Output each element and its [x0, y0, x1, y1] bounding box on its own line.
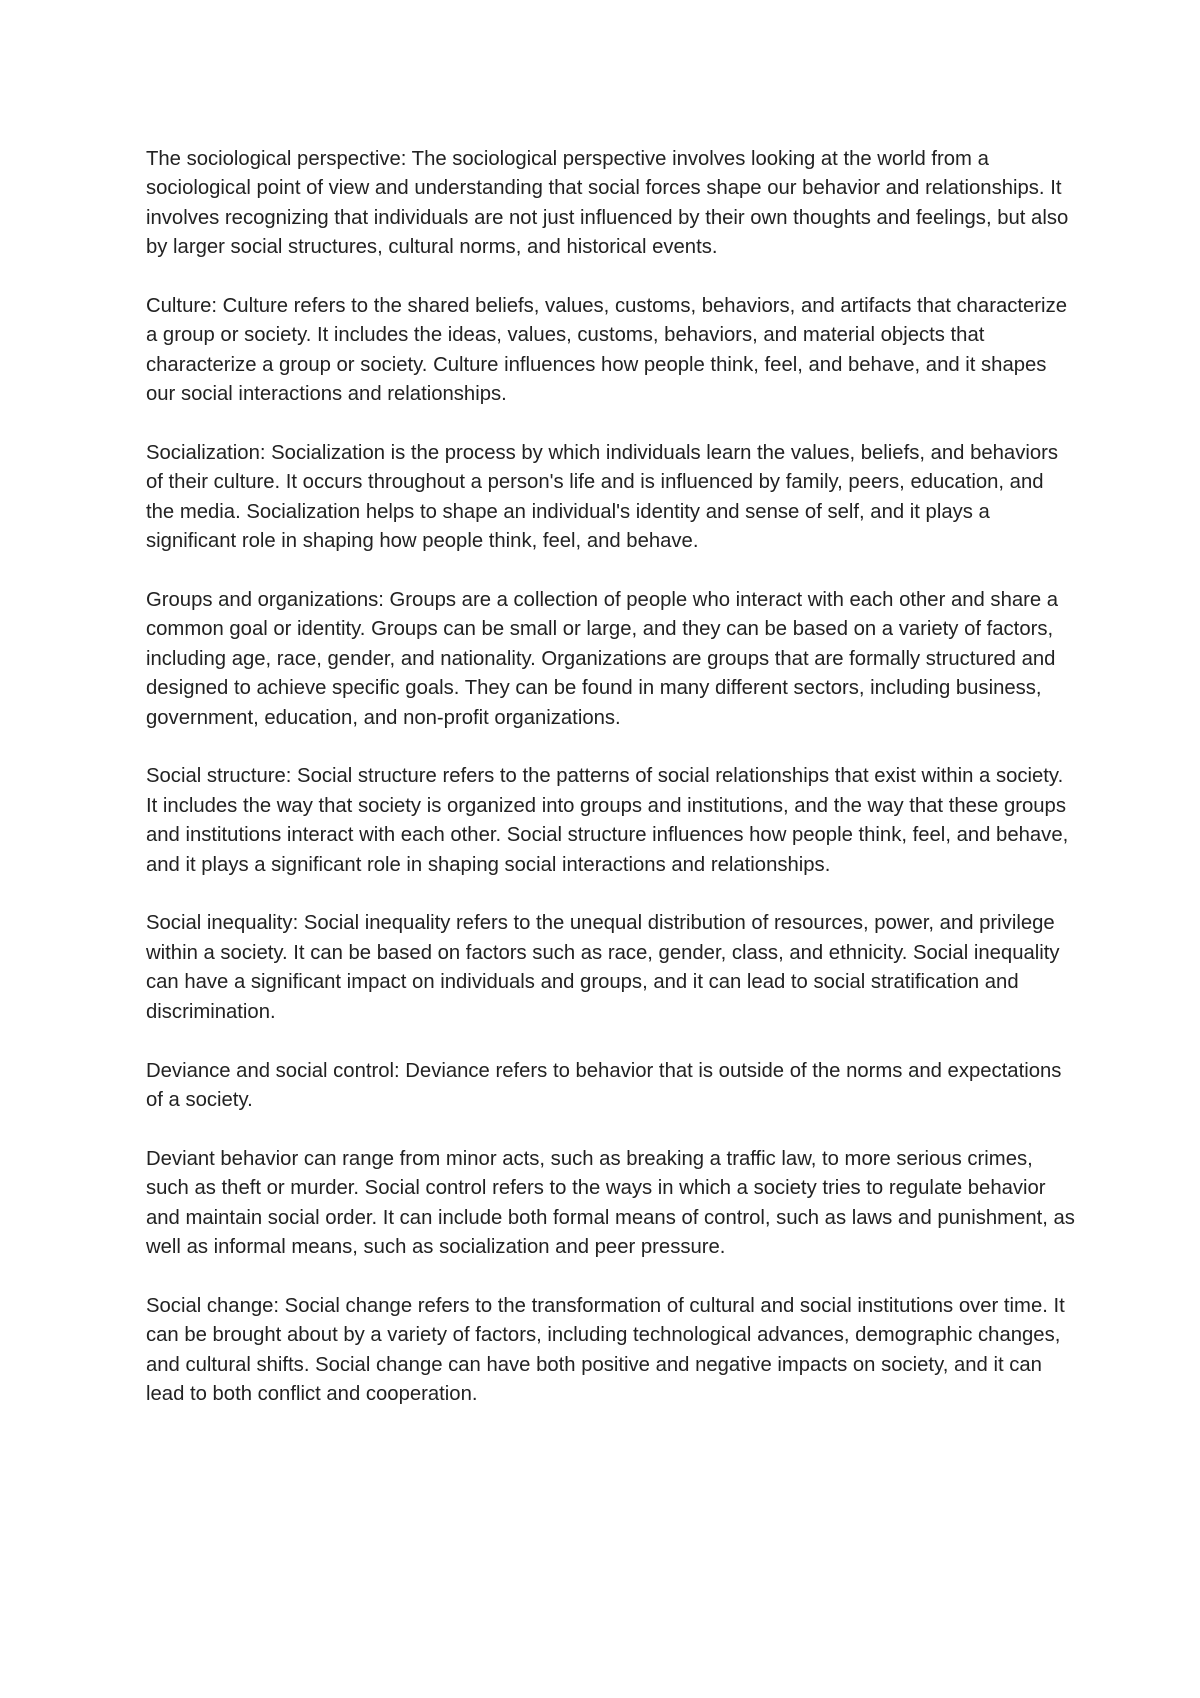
paragraph-social-structure: Social structure: Social structure refers to the patterns of social relationships that exist within a society. It includes the way that society is organized into groups and institutions, and the way that these groups and institutions interact with each other. Social structure influences how people think, feel, and behave, and it plays a significant role in shaping social interactions and relationships. [146, 765, 1069, 876]
paragraph-deviance-and-social-control: Deviance and social control: Deviance refers to behavior that is outside of the norms and expectations of a society. [146, 1059, 1062, 1111]
paragraph-social-inequality: Social inequality: Social inequality refers to the unequal distribution of resources, power, and privilege within a society. It can be based on factors such as race, gender, class, and ethnicity. Social inequality can have a significant impact on individuals and groups, and it can lead to social stratification and discrimination. [146, 912, 1060, 1023]
document-body [146, 145, 1076, 1439]
paragraph-culture: Culture: Culture refers to the shared beliefs, values, customs, behaviors, and artifacts that characterize a group or society. It includes the ideas, values, customs, behaviors, and material objects that characterize a group or society. Culture influences how people think, feel, and behave, and it shapes our social interactions and relationships. [146, 295, 1067, 406]
paragraph-social-change: Social change: Social change refers to the transformation of cultural and social institutions over time. It can be brought about by a variety of factors, including technological advances, demographic changes, and cultural shifts. Social change can have both positive and negative impacts on society, and it can lead to both conflict and cooperation. [146, 1294, 1065, 1405]
paragraph-sociological-perspective: The sociological perspective: The sociological perspective involves looking at the world from a sociological point of view and understanding that social forces shape our behavior and relationships. It involves recognizing that individuals are not just influenced by their own thoughts and feelings, but also by larger social structures, cultural norms, and historical events. [146, 148, 1069, 259]
paragraph-groups-and-organizations: Groups and organizations: Groups are a collection of people who interact with each other and share a common goal or identity. Groups can be small or large, and they can be based on a variety of factors, including age, race, gender, and nationality. Organizations are groups that are formally structured and designed to achieve specific goals. They can be found in many different sectors, including business, government, education, and non-profit organizations. [146, 589, 1059, 729]
paragraph-socialization: Socialization: Socialization is the process by which individuals learn the values, beliefs, and behaviors of their culture. It occurs throughout a person's life and is influenced by family, peers, education, and the media. Socialization helps to shape an individual's identity and sense of self, and it plays a significant role in shaping how people think, feel, and behave. [146, 442, 1059, 553]
paragraph-deviant-behavior: Deviant behavior can range from minor acts, such as breaking a traffic law, to more serious crimes, such as theft or murder. Social control refers to the ways in which a society tries to regulate behavior and maintain social order. It can include both formal means of control, such as laws and punishment, as well as informal means, such as socialization and peer pressure. [146, 1147, 1075, 1258]
